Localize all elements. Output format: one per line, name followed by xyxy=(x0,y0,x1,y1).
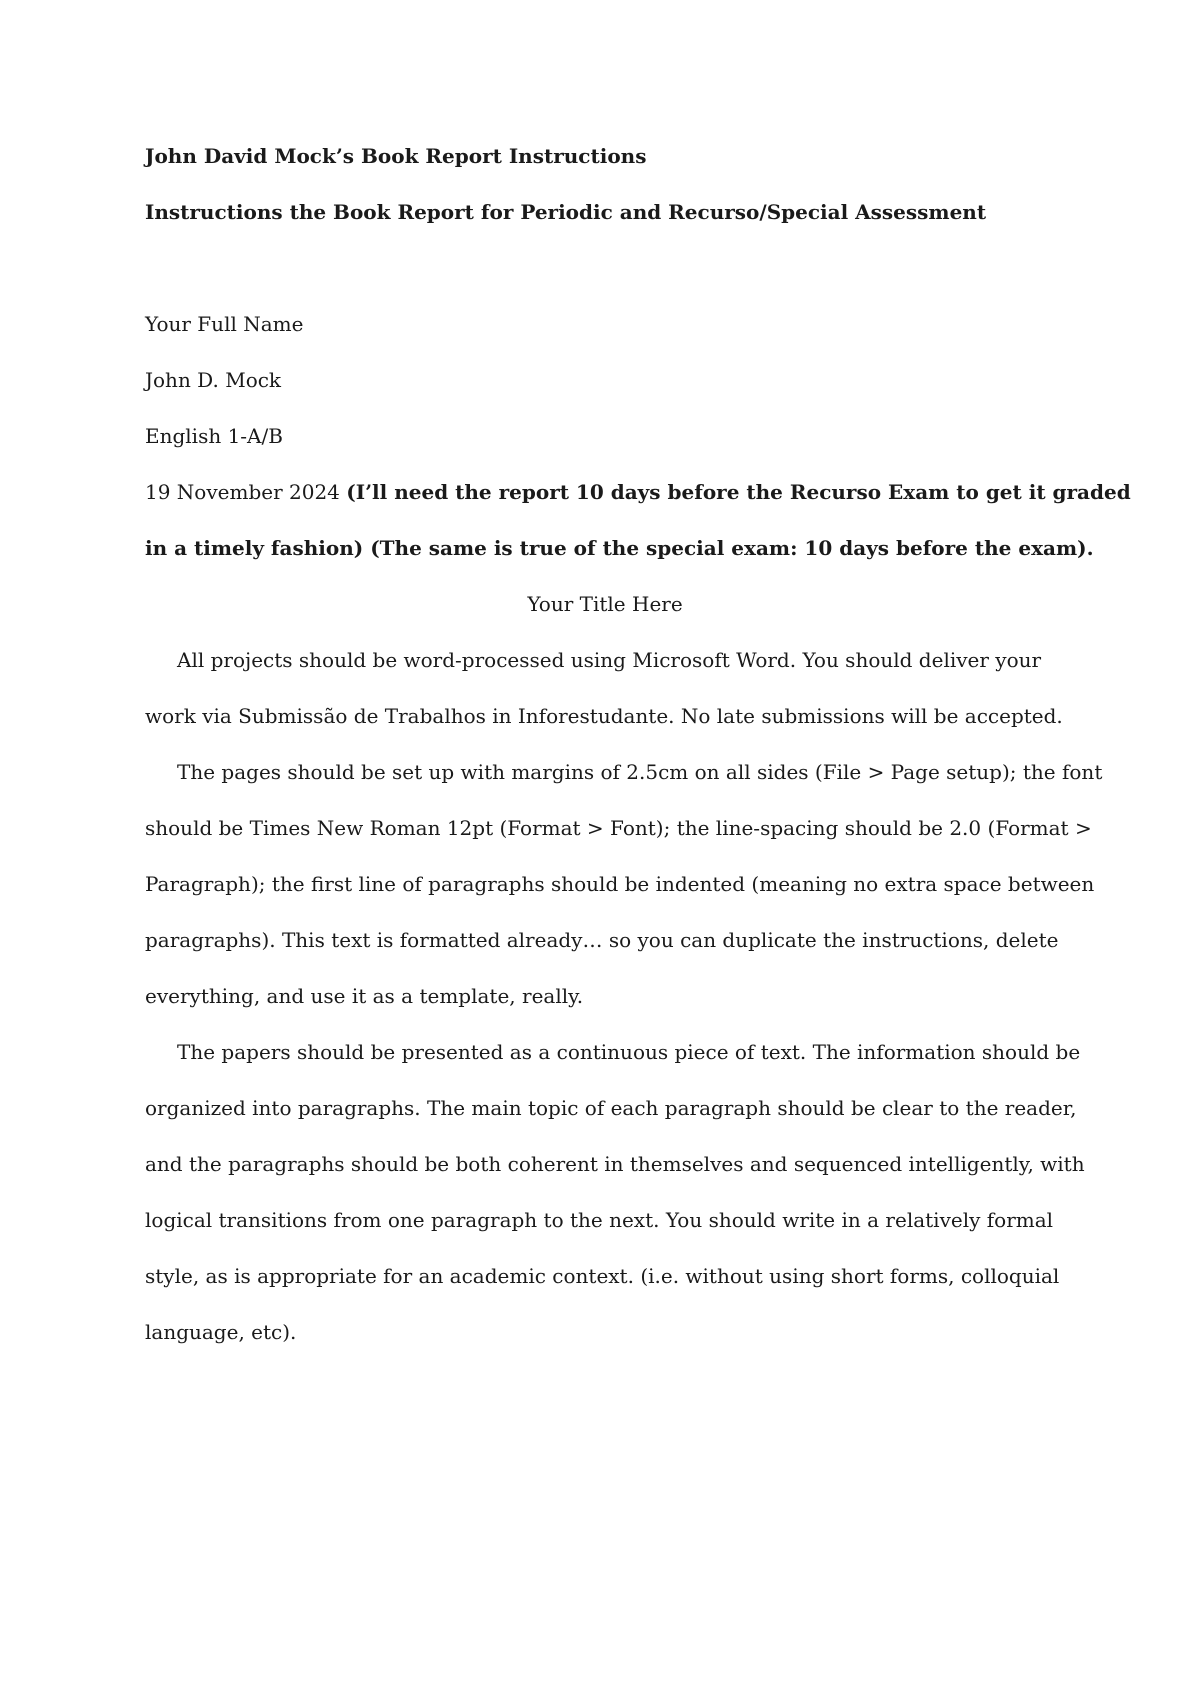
date-note-continued: in a timely fashion) (The same is true of the special exam: 10 days before the exam). xyxy=(145,536,1094,560)
date-note: (I’ll need the report 10 days before the Recurso Exam to get it graded xyxy=(346,480,1131,504)
course-name: English 1-A/B xyxy=(145,424,283,448)
paragraph-line: language, etc). xyxy=(145,1320,297,1344)
paragraph-line: The pages should be set up with margins of 2.5cm on all sides (File > Page setup); the font xyxy=(177,760,1103,784)
paragraph-line: organized into paragraphs. The main topic of each paragraph should be clear to the reader, xyxy=(145,1096,1077,1120)
paragraph-line: The papers should be presented as a continuous piece of text. The information should be xyxy=(177,1040,1081,1064)
document-body xyxy=(145,128,1131,1360)
document-title: John David Mock’s Book Report Instructions xyxy=(145,144,647,168)
report-title: Your Title Here xyxy=(527,592,683,616)
paragraph-line: style, as is appropriate for an academic context. (i.e. without using short forms, colloquial xyxy=(145,1264,1060,1288)
paragraph-line: logical transitions from one paragraph to the next. You should write in a relatively formal xyxy=(145,1208,1054,1232)
paragraph-line: paragraphs). This text is formatted already… so you can duplicate the instructions, delete xyxy=(145,928,1059,952)
paragraph-line: work via Submissão de Trabalhos in Inforestudante. No late submissions will be accepted. xyxy=(145,704,1063,728)
paragraph-line: and the paragraphs should be both coherent in themselves and sequenced intelligently, with xyxy=(145,1152,1085,1176)
paragraph-line: should be Times New Roman 12pt (Format > Font); the line-spacing should be 2.0 (Format > xyxy=(145,816,1092,840)
blank-line xyxy=(145,240,1065,296)
name-label: Your Full Name xyxy=(145,312,304,336)
paragraph-line: everything, and use it as a template, really. xyxy=(145,984,584,1008)
paragraph-line: Paragraph); the first line of paragraphs should be indented (meaning no extra space between xyxy=(145,872,1095,896)
paragraph-2 xyxy=(145,744,1103,1024)
document-subtitle: Instructions the Book Report for Periodic and Recurso/Special Assessment xyxy=(145,200,987,224)
paragraph-line: All projects should be word-processed using Microsoft Word. You should deliver your xyxy=(177,648,1042,672)
paragraph-1 xyxy=(145,632,1065,744)
date-text: 19 November 2024 xyxy=(145,480,347,504)
date-line xyxy=(145,464,1131,520)
student-name: John D. Mock xyxy=(145,368,282,392)
paragraph-3 xyxy=(145,1024,1085,1360)
